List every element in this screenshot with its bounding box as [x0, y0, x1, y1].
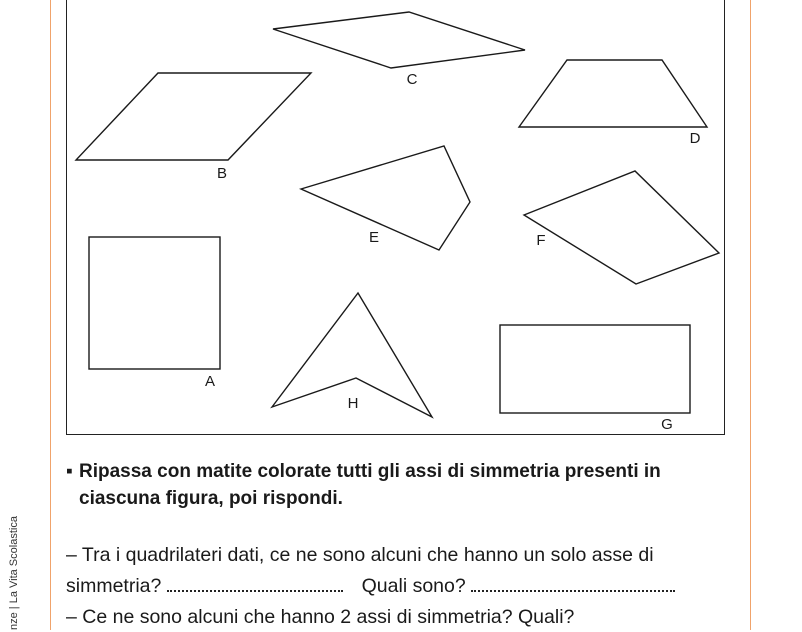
question-2-line [66, 602, 574, 632]
figure-label-g: G [661, 416, 673, 433]
figure-c-rhombus [273, 12, 525, 68]
answer-blank-2[interactable] [471, 590, 675, 592]
question-1-prompt: simmetria? [66, 575, 162, 597]
side-credit: nze | La Vita Scolastica [8, 516, 20, 630]
figure-label-e: E [368, 229, 380, 246]
instruction-text: Ripassa con matite colorate tutti gli assi di simmetria presenti in ciascuna figura, poi rispondi. [79, 461, 661, 509]
left-margin-line [50, 0, 51, 630]
figure-g-rectangle [500, 325, 690, 413]
answer-blank-1[interactable] [167, 590, 343, 592]
figures-panel [66, 0, 725, 435]
instruction-bullet: ▪ [66, 461, 73, 482]
right-margin-line [750, 0, 751, 630]
question-2-text: – Ce ne sono alcuni che hanno 2 assi di simmetria? Quali? [66, 606, 575, 628]
figures-drawing [67, 0, 726, 436]
figure-d-trapezoid [519, 60, 707, 127]
instruction [66, 458, 746, 512]
figure-label-b: B [216, 165, 228, 182]
figure-label-a: A [204, 373, 216, 390]
question-1-text: – Tra i quadrilateri dati, ce ne sono alcuni che hanno un solo asse di [66, 544, 654, 566]
figure-e-pentagon [301, 146, 470, 250]
figure-label-d: D [689, 130, 701, 147]
figure-label-f: F [536, 232, 546, 249]
question-1-line-1 [66, 540, 654, 570]
figure-a-square [89, 237, 220, 369]
figure-b-parallelogram [76, 73, 311, 160]
question-1-which: Quali sono? [361, 575, 466, 597]
figure-f-kite [524, 171, 719, 284]
figure-label-h: H [347, 395, 359, 412]
figure-label-c: C [406, 71, 418, 88]
question-1-line-2 [66, 571, 675, 601]
